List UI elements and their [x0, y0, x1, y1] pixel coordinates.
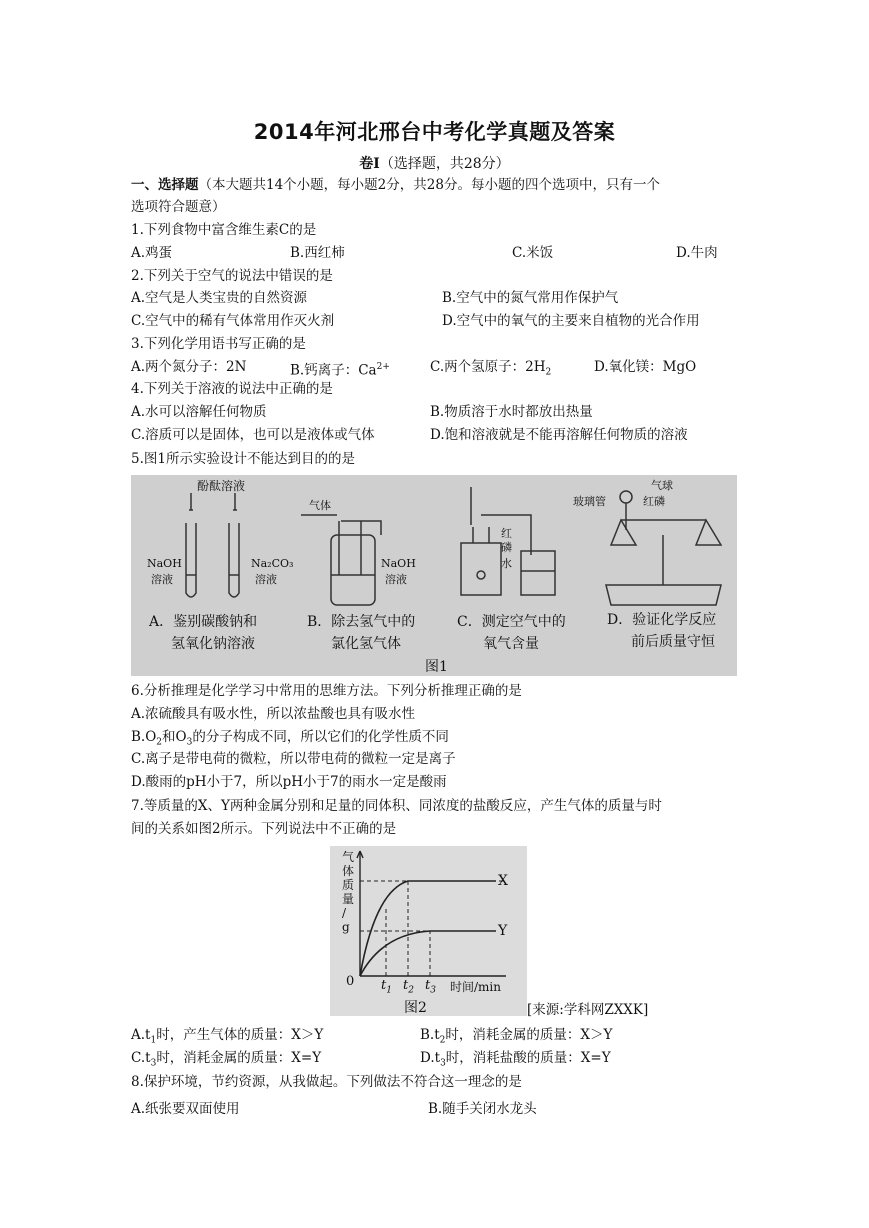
- q8-option-b: B.随手关闭水龙头: [428, 1101, 537, 1117]
- q7-c-post: 时，消耗金属的质量：X=Y: [156, 1050, 322, 1066]
- origin-label: 0: [346, 974, 355, 989]
- page-title: 2014年河北邢台中考化学真题及答案: [253, 120, 616, 144]
- q2-option-d: D.空气中的氧气的主要来自植物的光合作用: [442, 313, 700, 329]
- q1-option-a: A.鸡蛋: [131, 245, 173, 261]
- caption-d-line1: D．验证化学反应: [607, 612, 717, 628]
- q3-c-text: C.两个氢原子：2H: [430, 359, 546, 375]
- q7-b-pre: B.t: [420, 1027, 440, 1043]
- series-y-line: [360, 931, 496, 976]
- figure-2-chart: [330, 846, 527, 1016]
- section-subtitle: [0, 153, 869, 173]
- q7-stem-line2: 间的关系如图2所示。下列说法中不正确的是: [131, 821, 397, 837]
- q6-b-post: 的分子构成不同，所以它们的化学性质不同: [192, 729, 449, 745]
- test-tubes-icon: [186, 493, 239, 597]
- q4-option-a: A.水可以溶解任何物质: [131, 404, 267, 420]
- label-naoh-b: NaOH: [381, 557, 416, 570]
- label-red-phosphorus: 红磷: [643, 495, 665, 508]
- q7-d-pre: D.t: [420, 1050, 441, 1066]
- q6-stem: 6.分析推理是化学学习中常用的思维方法。下列分析推理正确的是: [131, 683, 522, 699]
- q2-option-c: C.空气中的稀有气体常用作灭火剂: [131, 313, 335, 329]
- y-axis-label-char: 质: [342, 878, 355, 892]
- q1-option-c: C.米饭: [512, 245, 554, 261]
- q4-option-c: C.溶质可以是固体，也可以是液体或气体: [131, 427, 375, 443]
- q7-a-post: 时，产生气体的质量：X＞Y: [156, 1027, 324, 1043]
- q3-stem: 3.下列化学用语书写正确的是: [131, 336, 306, 352]
- label-phenolphthalein: 酚酞溶液: [197, 479, 246, 493]
- caption-b-line2: 氯化氢气体: [331, 636, 401, 652]
- y-axis-label-char: /: [342, 906, 347, 920]
- gas-wash-bottle-icon: [301, 515, 381, 605]
- y-axis-label-char: g: [342, 920, 350, 934]
- tick-t3-sub: 3: [430, 985, 436, 996]
- q4-stem: 4.下列关于溶液的说法中正确的是: [131, 381, 333, 397]
- label-naoh-sol: 溶液: [151, 573, 173, 586]
- q7-option-d: [420, 1049, 611, 1073]
- volume-label: 卷Ⅰ: [359, 156, 380, 172]
- tick-t1-letter: t: [381, 978, 387, 993]
- q6-option-a: A.浓硫酸具有吸水性，所以浓盐酸也具有吸水性: [131, 706, 416, 722]
- q2-stem: 2.下列关于空气的说法中错误的是: [131, 268, 333, 284]
- q7-option-b: [420, 1026, 612, 1050]
- q7-b-post: 时，消耗金属的质量：X＞Y: [445, 1027, 613, 1043]
- q7-stem-line1: 7.等质量的X、Y两种金属分别和足量的同体积、同浓度的盐酸反应，产生气体的质量与时: [131, 798, 662, 814]
- q6-b-mid: 和O: [162, 729, 187, 745]
- caption-d-line2: 前后质量守恒: [631, 634, 715, 650]
- caption-a-line2: 氢氧化钠溶液: [171, 636, 255, 652]
- q7-b-sub: 2: [439, 1035, 446, 1046]
- figure-1-experiments: [131, 475, 737, 676]
- q1-option-d: D.牛肉: [676, 245, 718, 261]
- q8-option-a: A.纸张要双面使用: [131, 1101, 240, 1117]
- q2-option-a: A.空气是人类宝贵的自然资源: [131, 290, 308, 306]
- caption-c-line2: 氧气含量: [483, 636, 539, 652]
- label-balloon: 气球: [651, 479, 673, 492]
- figure-1-label: 图1: [425, 659, 448, 675]
- tick-t1: [381, 978, 392, 996]
- label-red-2: 磷: [501, 541, 512, 554]
- label-glass-tube: 玻璃管: [573, 495, 606, 508]
- x-axis-label: 时间/min: [450, 980, 501, 994]
- q3-c-sub: 2: [545, 367, 552, 378]
- tick-t2-sub: 2: [408, 985, 414, 996]
- q6-option-b: [131, 728, 449, 752]
- tick-t3-letter: t: [425, 978, 431, 993]
- q7-c-pre: C.t: [131, 1050, 151, 1066]
- q7-d-sub: 3: [440, 1058, 446, 1069]
- q3-option-b: [290, 358, 390, 380]
- series-x-label: X: [498, 873, 508, 889]
- label-red-1: 红: [501, 527, 512, 540]
- section-intro-line2: 选项符合题意）: [131, 199, 226, 215]
- q6-b-sub2: 3: [186, 737, 193, 748]
- q3-b-charge: 2+: [376, 362, 390, 372]
- tick-t2-letter: t: [403, 978, 409, 993]
- q7-a-sub: 1: [150, 1035, 157, 1046]
- section-intro-line1: [131, 176, 660, 194]
- q1-option-b: B.西红柿: [290, 245, 345, 261]
- section-heading: 一、选择题: [131, 177, 199, 193]
- q4-option-d: D.饱和溶液就是不能再溶解任何物质的溶液: [430, 427, 688, 443]
- q3-b-text: B.钙离子：Ca: [290, 362, 377, 379]
- label-na2co3: Na₂CO₃: [251, 557, 294, 570]
- q5-stem: 5.图1所示实验设计不能达到目的的是: [131, 451, 355, 467]
- label-naoh: NaOH: [147, 557, 182, 570]
- q7-option-c: [131, 1049, 321, 1073]
- series-y-label: Y: [498, 923, 508, 939]
- label-water: 水: [501, 557, 512, 570]
- section-intro: （本大题共14个小题，每小题2分，共28分。每小题的四个选项中，只有一个: [198, 177, 660, 193]
- q3-option-a: A.两个氮分子：2N: [131, 359, 247, 375]
- series-x-line: [360, 881, 496, 976]
- y-axis-label: [342, 850, 356, 934]
- tick-t1-sub: 1: [386, 985, 392, 996]
- figure-2-label: 图2: [404, 1000, 427, 1016]
- q4-option-b: B.物质溶于水时都放出热量: [430, 404, 593, 420]
- q2-option-b: B.空气中的氮气常用作保护气: [442, 290, 619, 306]
- y-axis-label-char: 体: [342, 864, 355, 878]
- q7-a-pre: A.t: [131, 1027, 151, 1043]
- label-na2co3-sol: 溶液: [255, 573, 277, 586]
- q7-c-sub: 3: [150, 1058, 157, 1069]
- q6-option-c: C.离子是带电荷的微粒，所以带电荷的微粒一定是离子: [131, 751, 456, 767]
- source-note: [来源:学科网ZXXK]: [527, 1002, 649, 1018]
- q6-option-d: D.酸雨的pH小于7，所以pH小于7的雨水一定是酸雨: [131, 774, 447, 790]
- y-axis-label-char: 量: [342, 892, 355, 906]
- volume-note: （选择题，共28分）: [379, 156, 510, 172]
- q6-b-pre: B.O: [131, 729, 157, 745]
- y-axis-label-char: 气: [342, 850, 355, 864]
- caption-b-line1: B．除去氢气中的: [307, 614, 416, 630]
- q6-b-sub1: 2: [156, 737, 163, 748]
- tick-t3: [425, 978, 436, 996]
- caption-c-line1: C．测定空气中的: [457, 614, 566, 630]
- q3-option-c: [430, 358, 551, 382]
- q1-stem: 1.下列食物中富含维生素C的是: [131, 222, 317, 238]
- q7-option-a: [131, 1026, 323, 1050]
- tick-t2: [403, 978, 414, 996]
- label-gas: 气体: [309, 499, 331, 512]
- caption-a-line1: A．鉴别碳酸钠和: [149, 614, 258, 630]
- label-naoh-b-sol: 溶液: [385, 573, 407, 586]
- q7-d-post: 时，消耗盐酸的质量：X=Y: [445, 1050, 611, 1066]
- q8-stem: 8.保护环境，节约资源，从我做起。下列做法不符合这一理念的是: [131, 1074, 522, 1090]
- q3-option-d: D.氧化镁：MgO: [594, 359, 697, 375]
